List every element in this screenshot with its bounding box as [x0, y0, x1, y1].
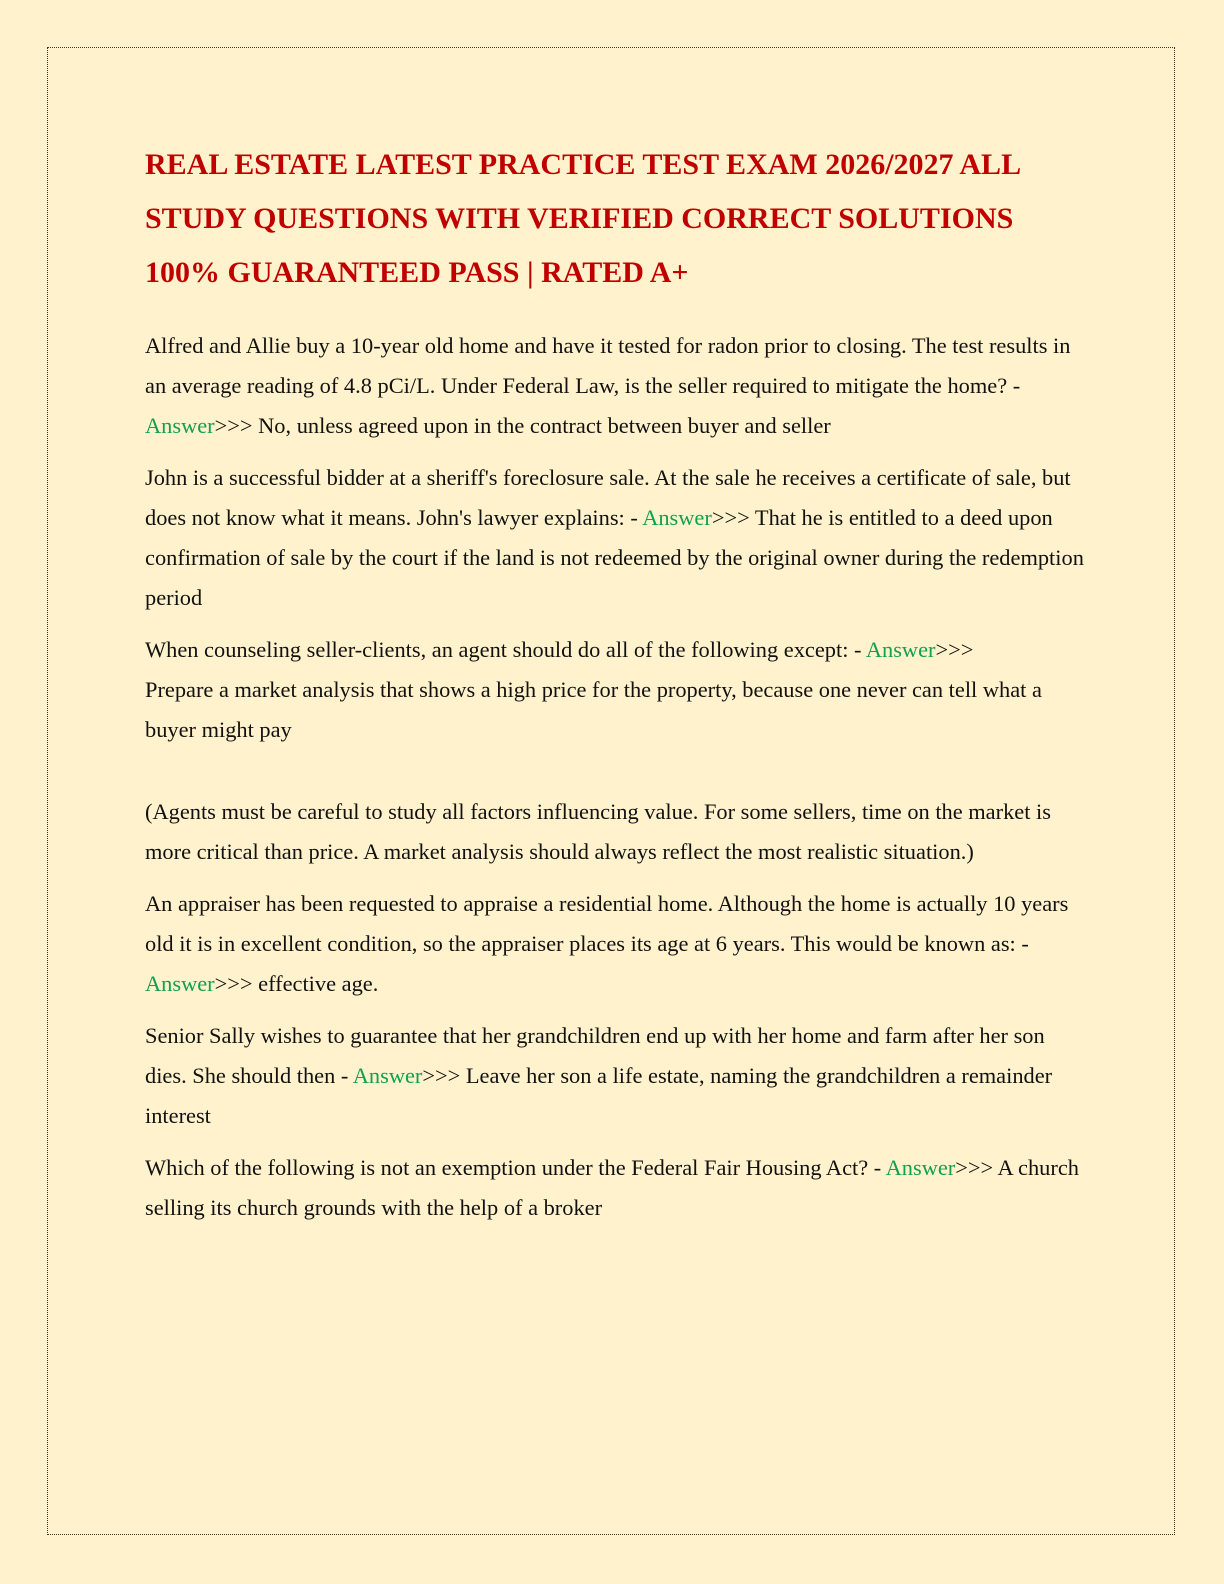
answer-arrow: >>> [214, 413, 259, 438]
answer-separator: - [1015, 931, 1029, 956]
document-body [145, 138, 1085, 1240]
qa-item [145, 1148, 1085, 1228]
answer-label: Answer [145, 971, 215, 996]
qa-item [145, 630, 1085, 750]
answer-text: effective age. [258, 971, 379, 996]
answer-label: Answer [352, 1063, 423, 1088]
question-text: John is a successful bidder at a sheriff's foreclosure sale. At the sale he receives a certificate of sale, but does not know what it means. John's lawyer explains: [145, 465, 1071, 530]
qa-item [145, 326, 1085, 446]
question-text: An appraiser has been requested to appraise a residential home. Although the home is actually 10 years old it is in excellent condition, so the appraiser places its age at 6 years. This would be known as: [145, 891, 1069, 956]
qa-item [145, 458, 1085, 618]
answer-arrow: >>> [711, 505, 755, 530]
answer-separator: - [868, 1155, 886, 1180]
qa-item [145, 1016, 1085, 1136]
answer-separator: - [335, 1063, 353, 1088]
explanation-note: (Agents must be careful to study all factors influencing value. For some sellers, time on the market is more critical than price. A market analysis should always reflect the most realistic situation.) [145, 799, 1051, 864]
answer-separator: - [624, 505, 643, 530]
question-text: When counseling seller-clients, an agent should do all of the following except: [145, 637, 849, 662]
answer-text: A church selling its church grounds with the help of a broker [145, 1155, 1079, 1220]
answer-arrow: >>> [955, 1155, 998, 1180]
question-text: Senior Sally wishes to guarantee that her grandchildren end up with her home and farm after her son dies. She should then [145, 1023, 1045, 1088]
answer-separator: - [848, 637, 866, 662]
answer-arrow: >>> [935, 637, 974, 662]
answer-text: That he is entitled to a deed upon confirmation of sale by the court if the land is not redeemed by the original owner during the redemption period [145, 505, 1084, 610]
answer-label: Answer [145, 413, 215, 438]
answer-separator: - [1007, 373, 1021, 398]
answer-arrow: >>> [214, 971, 259, 996]
question-text: Alfred and Allie buy a 10-year old home and have it tested for radon prior to closing. The test results in an average reading of 4.8 pCi/L. Under Federal Law, is the seller required to mitigate the home? [145, 333, 1071, 398]
question-text: Which of the following is not an exemption under the Federal Fair Housing Act? [145, 1155, 869, 1180]
document-title: REAL ESTATE LATEST PRACTICE TEST EXAM 2026/2027 ALL STUDY QUESTIONS WITH VERIFIED CORRECT SOLUTIONS 100% GUARANTEED PASS | RATED A+ [145, 148, 1020, 289]
answer-text: Prepare a market analysis that shows a high price for the property, because one never can tell what a buyer might pay [145, 677, 1042, 742]
answer-label: Answer [885, 1155, 956, 1180]
answer-text: Leave her son a life estate, naming the grandchildren a remainder interest [145, 1063, 1053, 1128]
answer-arrow: >>> [422, 1063, 466, 1088]
answer-text: No, unless agreed upon in the contract between buyer and seller [258, 413, 831, 438]
answer-label: Answer [642, 505, 712, 530]
qa-item [145, 884, 1085, 1004]
answer-label: Answer [865, 637, 936, 662]
